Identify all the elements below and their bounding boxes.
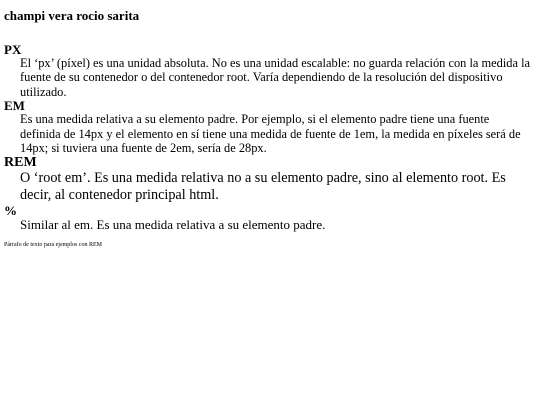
term-rem: REM [4, 155, 37, 171]
term-percent: % [4, 203, 17, 219]
author-name: champi vera rocio sarita [4, 8, 140, 23]
definition-em: Es una medida relativa a su elemento padre. Por ejemplo, si el elemento padre tiene una fuente definida de 14px y el elemento en sí tiene una medida de fuente de 1em, la medida en píxeles será de 14px; si tuviera una fuente de 2em, sería de 28px. [20, 112, 521, 156]
rem-example-paragraph: Párrafo de texto para ejemplos con REM [4, 242, 102, 249]
definition-list [4, 43, 536, 232]
definition-percent: Similar al em. Es una medida relativa a su elemento padre. [20, 217, 326, 233]
term-px: PX [4, 42, 22, 57]
term-em: EM [4, 98, 25, 114]
definition-px: El ‘px’ (píxel) es una unidad absoluta. No es una unidad escalable: no guarda relación con la medida la fuente de su contenedor o del contenedor root. Varía dependiendo de la resolución del dispositivo utilizado. [20, 56, 531, 99]
definition-rem: O ‘root em’. Es una medida relativa no a su elemento padre, sino al elemento root. Es decir, al contenedor principal html. [20, 170, 506, 204]
